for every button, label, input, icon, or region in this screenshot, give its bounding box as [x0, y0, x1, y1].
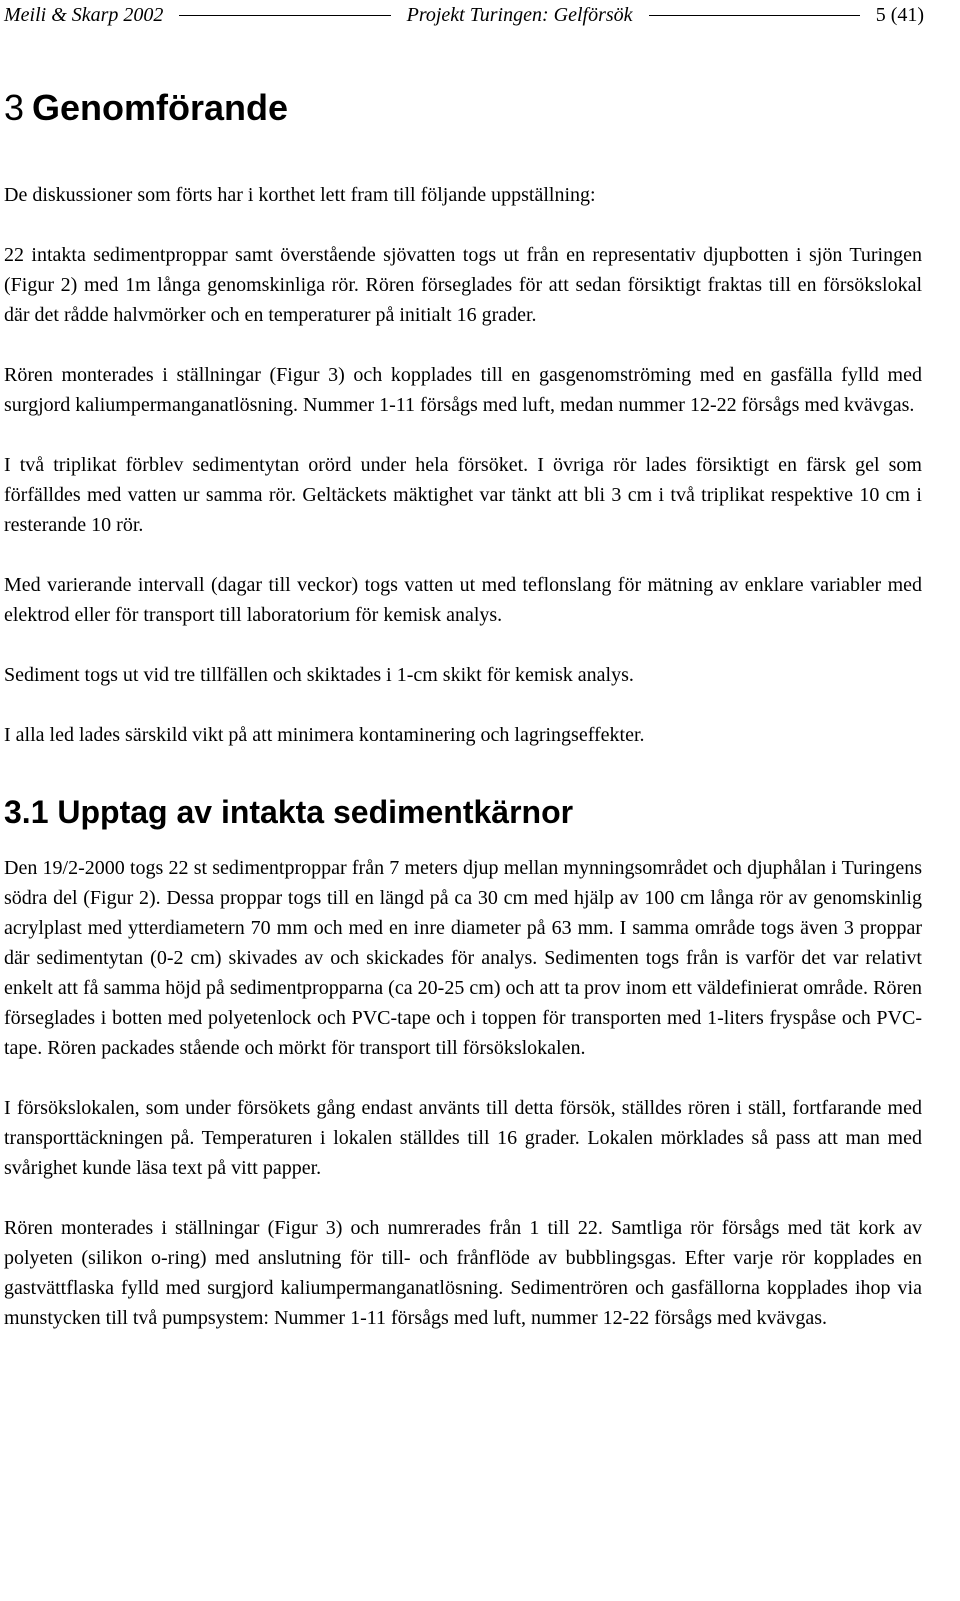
- header-project: Projekt Turingen: Gelförsök: [406, 3, 633, 26]
- header-page-number: 5 (41): [875, 3, 925, 26]
- paragraph: Med varierande intervall (dagar till veckor) togs vatten ut med teflonslang för mätning av enklare variabler med elektrod eller för transport till laboratorium för kemisk analys.: [4, 574, 922, 627]
- section-heading: [4, 86, 922, 129]
- header-rule-right: [649, 15, 860, 16]
- paragraph: 22 intakta sedimentproppar samt överstående sjövatten togs ut från en representativ djupbotten i sjön Turingen (Figur 2) med 1m långa genomskinliga rör. Rören förseglades för att sedan försiktigt fraktas till en försökslokal där det rådde halvmörker och en temperaturer på initialt 16 grader.: [4, 244, 922, 327]
- page-header: [4, 1, 924, 29]
- paragraph: Den 19/2-2000 togs 22 st sedimentproppar från 7 meters djup mellan mynningsområdet och djuphålan i Turingens södra del (Figur 2). Dessa proppar togs till en längd på ca 30 cm med hjälp av 100 cm långa rör av genomskinlig acrylplast med ytterdiametern 70 mm och med en inre diameter på 63 mm. I samma område togs även 3 proppar där sedimentytan (0-2 cm) skivades av och skickades för analys. Sedimenten togs från is varför det var relativt enkelt att få samma höjd på sedimentpropparna (ca 20-25 cm) och att ta prov inom ett väldefinierat område. Rören förseglades i botten med polyetenlock och PVC-tape och i toppen för transporten med 1-liters fryspåse och PVC-tape. Rören packades stående och mörkt för transport till försökslokalen.: [4, 856, 922, 1059]
- paragraph: Sediment togs ut vid tre tillfällen och skiktades i 1-cm skikt för kemisk analys.: [4, 664, 634, 687]
- header-rule-left: [179, 15, 390, 16]
- paragraph: I alla led lades särskild vikt på att minimera kontaminering och lagringseffekter.: [4, 724, 645, 747]
- header-authors: Meili & Skarp 2002: [4, 3, 164, 26]
- paragraph: Rören monterades i ställningar (Figur 3) och kopplades till en gasgenomströming med en gasfälla fylld med surgjord kaliumpermanganatlösning. Nummer 1-11 försågs med luft, medan nummer 12-22 försågs med kvävgas.: [4, 364, 922, 417]
- section-title: Genomförande: [32, 87, 289, 128]
- paragraph: I försökslokalen, som under försökets gång endast använts till detta försök, ställdes rören i ställ, fortfarande med transporttäckningen på. Temperaturen i lokalen ställdes till 16 grader. Lokalen mörklades så pass att man med svårighet kunde läsa text på vitt papper.: [4, 1096, 922, 1179]
- document-body: [4, 86, 922, 1363]
- section-number: 3: [4, 87, 25, 128]
- paragraph: I två triplikat förblev sedimentytan orörd under hela försöket. I övriga rör lades försiktigt en färsk gel som förfälldes med vatten ur samma rör. Geltäckets mäktighet var tänkt att bli 3 cm i två triplikat respektive 10 cm i resterande 10 rör.: [4, 454, 922, 537]
- paragraph-intro: De diskussioner som förts har i korthet lett fram till följande uppställning:: [4, 184, 596, 207]
- subsection-heading: 3.1 Upptag av intakta sedimentkärnor: [4, 794, 574, 831]
- paragraph: Rören monterades i ställningar (Figur 3) och numrerades från 1 till 22. Samtliga rör försågs med tät kork av polyeten (silikon o-ring) med anslutning för till- och frånflöde av bubblingsgas. Efter varje rör kopplades en gastvättflaska fylld med surgjord kaliumpermanganatlösning. Sedimentrören och gasfällorna kopplades ihop via munstycken till två pumpsystem: Nummer 1-11 försågs med luft, nummer 12-22 försågs med kvävgas.: [4, 1216, 922, 1329]
